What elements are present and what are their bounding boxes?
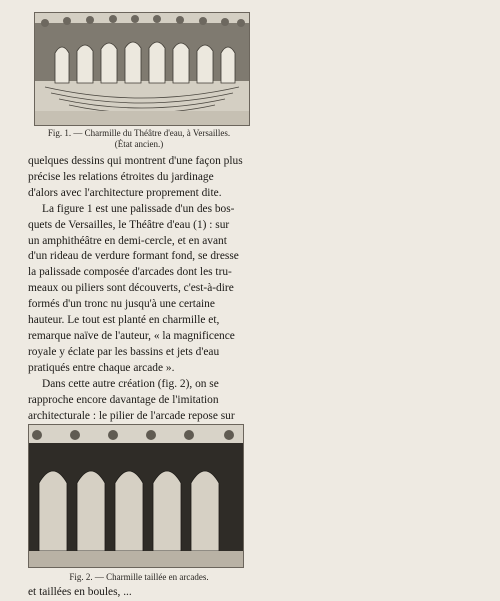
text-line: un amphithéâtre en demi-cercle, et en avant [28, 234, 227, 247]
text-line: la palissade composée d'arcades dont les tru- [28, 266, 232, 279]
left-paragraph-1 [28, 154, 250, 202]
text-line: quets de Versailles, le Théâtre d'eau (1) : sur [28, 218, 230, 231]
theatre-eau-illustration [35, 13, 249, 125]
text-line: et taillées en boules, ... [28, 586, 132, 598]
text-line: pratiqués entre chaque arcade ». [28, 361, 175, 374]
text-line: hauteur. Le tout est planté en charmille et, [28, 314, 220, 327]
figure-2-caption-text: Fig. 2. — Charmille taillée en arcades. [69, 572, 209, 582]
text-line: royale y éclate par les bassins et jets d'eau [28, 345, 220, 358]
text-line: d'un rideau de verdure formant fond, se dresse [28, 250, 239, 263]
figure-1-caption-line2: (État ancien.) [114, 139, 164, 149]
text-line: meaux ou piliers sont découverts, c'est-à-dire [28, 282, 234, 295]
text-line: d'alors avec l'architecture proprement dite. [28, 186, 222, 199]
figure-1-engraving [34, 12, 250, 126]
figure-1-caption-line1: Fig. 1. — Charmille du Théâtre d'eau, à Versailles. [47, 128, 231, 138]
text-line: quelques dessins qui montrent d'une façon plus [28, 155, 243, 167]
text-line: Dans cette autre création (fig. 2), on se [42, 377, 219, 390]
left-paragraph-2 [28, 202, 250, 377]
arcade-hedge-illustration [29, 425, 243, 567]
text-line: La figure 1 est une palissade d'un des bos- [42, 202, 235, 215]
text-line: formés d'un tronc nu jusqu'à une certaine [28, 298, 215, 311]
left-bottom-fragment [28, 585, 250, 601]
figure-2-caption [28, 572, 250, 583]
text-line: rapproche encore davantage de l'imitation [28, 393, 219, 406]
text-line: précise les relations étroites du jardinage [28, 170, 214, 183]
figure-1-caption [28, 128, 250, 150]
text-line: remarque naïve de l'auteur, « la magnificence [28, 329, 235, 342]
text-line: architecturale : le pilier de l'arcade repose sur [28, 409, 235, 422]
figure-2-engraving [28, 424, 244, 568]
